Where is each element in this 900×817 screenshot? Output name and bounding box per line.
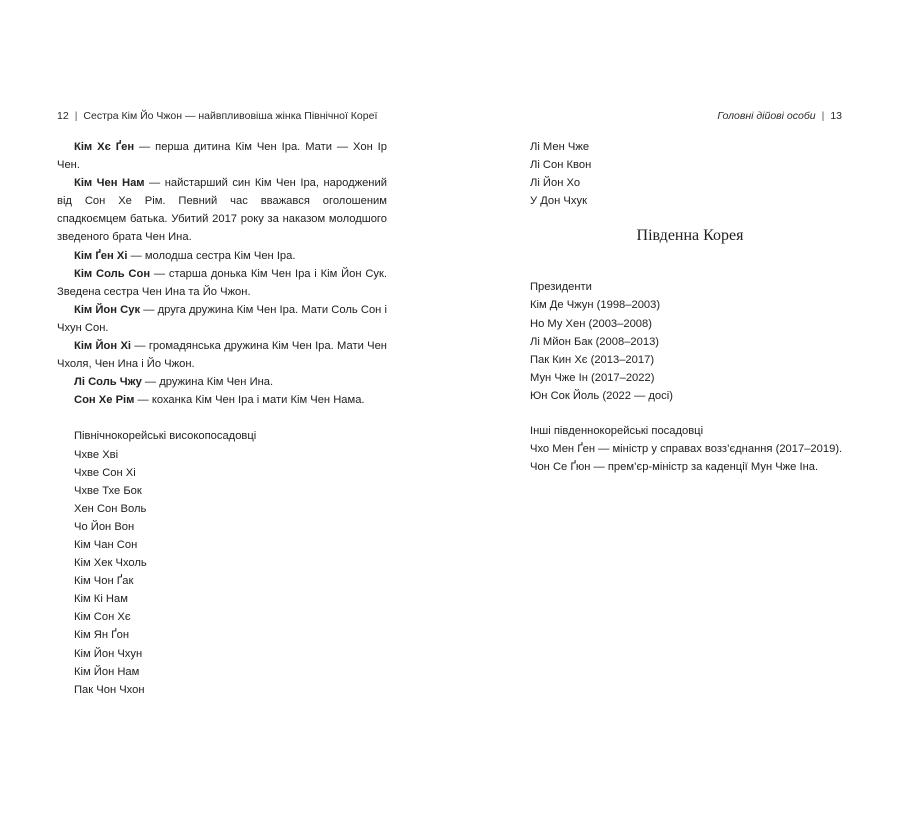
entry-text: — старша донька Кім Чен Іра і Кім Йон Сук. Зведена сестра Чен Ина та Йо Чжон. [57, 267, 387, 298]
right-page [450, 0, 900, 817]
list-item: Лі Сон Квон [530, 159, 592, 172]
entry-paragraph [57, 373, 387, 391]
entry-text: — громадянська дружина Кім Чен Іра. Мати Чен Чхоля, Чен Ина і Йо Чжон. [57, 340, 387, 371]
entry-paragraph [57, 174, 387, 246]
list-item: Кім Хек Чхоль [74, 557, 147, 570]
left-header-separator: | [74, 110, 78, 122]
list-item: Чхве Хві [74, 448, 119, 461]
entry-name: Кім Чен Нам [74, 177, 145, 190]
list-item: Лі Мйон Бак (2008–2013) [530, 335, 660, 348]
spacer [57, 409, 387, 427]
left-running-title: Сестра Кім Йо Чжон — найвпливовіша жінка Північної Кореї [83, 110, 378, 122]
left-page-header [57, 108, 377, 124]
right-page-header [717, 108, 842, 124]
presidents-list [530, 296, 850, 405]
entry-name: Кім Соль Сон [74, 267, 151, 280]
entry-name: Кім Йон Сук [74, 303, 141, 316]
entry-text: — молодша сестра Кім Чен Іра. [127, 249, 296, 262]
sk-officials-heading: Інші південнокорейські посадовці [530, 425, 704, 438]
list-item: Кім Йон Чхун [74, 647, 143, 660]
section-title-south-korea: Південна Корея [636, 227, 744, 245]
entry-paragraph [57, 337, 387, 373]
left-page-number: 12 [57, 110, 69, 122]
presidents-heading: Президенти [530, 281, 592, 294]
list-item: Чхо Мен Ґен — міністр у справах возз’єднання (2017–2019). [530, 443, 843, 456]
list-item: Кім Чон Ґак [74, 575, 134, 588]
entry-name: Кім Ґен Хі [74, 249, 128, 262]
list-item: Юн Сок Йоль (2022 — досі) [530, 389, 673, 402]
list-item: Кім Чан Сон [74, 538, 138, 551]
spacer [530, 248, 850, 278]
right-header-separator: | [821, 110, 825, 122]
list-item: Чхве Сон Хі [74, 466, 136, 479]
list-item: Лі Йон Хо [530, 177, 581, 190]
entry-text: — дружина Кім Чен Ина. [141, 376, 274, 389]
entry-text: — перша дитина Кім Чен Іра. Мати — Хон Ір Чен. [57, 141, 388, 172]
entry-text: — коханка Кім Чен Іра і мати Кім Чен Нама. [134, 394, 365, 407]
list-item: Чон Се Ґюн — прем’єр-міністр за каденції Мун Чже Іна. [530, 461, 819, 474]
sk-officials-list [530, 440, 850, 476]
entry-text: — найстарший син Кім Чен Іра, народжений від Сон Хе Рім. Певний час вважався оголошеним спадкоємцем батька. Убитий 2017 року за наказом молодшого зведеного брата Чен Ина. [57, 177, 387, 244]
entry-paragraph [57, 247, 387, 265]
right-running-title: Головні дійові особи [717, 110, 816, 122]
entry-name: Сон Хе Рім [74, 394, 135, 407]
entry-text: — друга дружина Кім Чен Іра. Мати Соль Сон і Чхун Сон. [57, 303, 388, 334]
list-item: Кім Кі Нам [74, 593, 128, 606]
list-item: Кім Сон Хє [74, 611, 131, 624]
entry-paragraph [57, 391, 387, 409]
list-item: Чо Йон Вон [74, 520, 135, 533]
entry-name: Лі Соль Чжу [74, 376, 142, 389]
entry-paragraph [57, 265, 387, 301]
list-item: Лі Мен Чже [530, 141, 590, 153]
right-page-body [530, 138, 850, 476]
list-item: Чхве Тхе Бок [74, 484, 142, 497]
entry-name: Кім Йон Хі [74, 340, 132, 353]
entry-name: Кім Хє Ґен [74, 141, 135, 153]
nk-officials-heading: Північнокорейські високопосадовці [74, 430, 257, 443]
list-item: Но Му Хен (2003–2008) [530, 317, 652, 330]
list-item: Хен Сон Воль [74, 502, 147, 515]
nk-officials-list [57, 446, 387, 699]
right-page-number: 13 [830, 110, 842, 122]
list-item: Мун Чже Ін (2017–2022) [530, 371, 655, 384]
spacer [530, 210, 850, 224]
nk-officials-continued-list [530, 138, 850, 210]
list-item: Кім Ян Ґон [74, 629, 130, 642]
list-item: Пак Чон Чхон [74, 683, 145, 696]
list-item: Кім Де Чжун (1998–2003) [530, 299, 661, 312]
left-page-body [57, 138, 387, 699]
list-item: Кім Йон Нам [74, 665, 140, 678]
list-item: У Дон Чхук [530, 195, 587, 208]
list-item: Пак Кин Хє (2013–2017) [530, 353, 655, 366]
entry-paragraph [57, 301, 387, 337]
entry-paragraph [57, 138, 387, 174]
spacer [530, 405, 850, 422]
